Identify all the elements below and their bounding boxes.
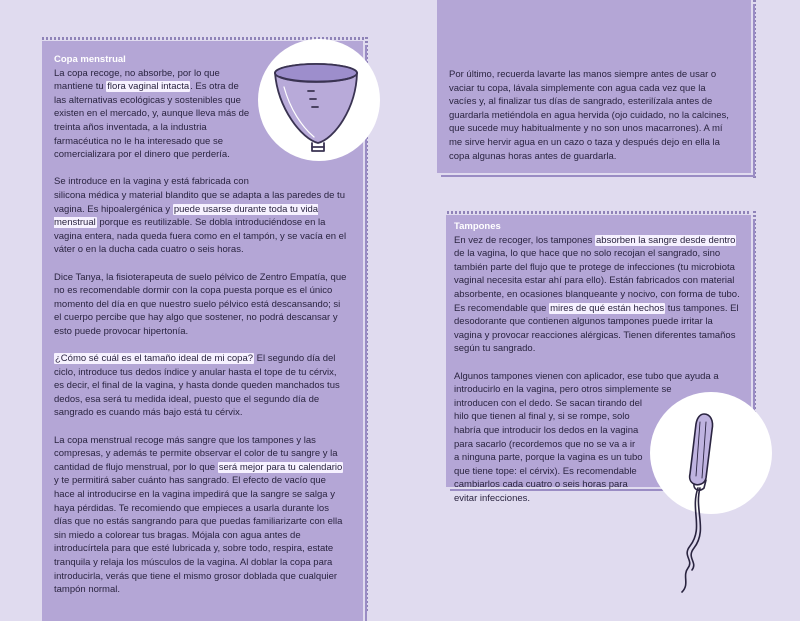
section-heading-copa: Copa menstrual [54,54,126,65]
right-bottom-panel-dashed-border-top [447,211,751,214]
copa-paragraph-1: La copa recoge, no absorbe, por lo que mantiene tu flora vaginal intacta. Es otra de las alternativas ecológicas y sostenibles que existen en el mercado, y, aunque lleva más de treinta años inventada, a la industria farmacéutica no le ha interesado que se comercializara por el dinero que perdería. [54,67,250,161]
tampones-paragraph-1: En vez de recoger, los tampones absorben la sangre desde dentro de la vagina, lo que hace que no solo recojan el sangrado, sino también parte del flujo que te protege de infecciones (tu microbiota vaginal necesita estar ahí para ello). Están fabricados con material absorbente, en ocasiones blanqueante y nocivo, con forma de tubo. Es recomendable que mires de qué están hechos tus tampones. El desodorante que contienen algunos tampones puede irritar la vagina y provocar reacciones alérgicas. Tienen diferentes tamaños según tu sangrado. [454,234,740,355]
tampones-paragraph-2: Algunos tampones vienen con aplicador, ese tubo que ayuda a introducirlo en la vagina, pero otros simplemente se introducen con el dedo. Se sacan tirando del hilo que tienen al final y, si se rompe, solo habría que introducir los dedos en la vagina para sacarlo (recordemos que no se va a ir a ninguna parte, porque la vagina es un tubo que tiene tope: el cérvix). Es recomendable cambiarlos cada cuatro o seis horas para evitar infecciones. [454,370,719,504]
highlight-absorben: absorben la sangre desde dentro [596,234,736,246]
cup-illustration-circle [258,39,380,161]
copa-paragraph-5: La copa menstrual recoge más sangre que los tampones y las compresas, y además te permite observar el color de tu sangre y la cantidad de flujo menstrual, por lo que será mejor para tu calendario y te permitirá saber cuánto has sangrado. El efecto de vacío que hace al introducirse en la vagina impedirá que la sangre se salga y haya pérdidas. Te recomiendo que empieces a usarla durante los días que no estás sangrando para que puedas familiarizarte con ella sin miedo a colorear tus bragas. Mójala con agua antes de introducírtela para que esté lubricada y, sobre todo, respira, estate tranquila y relaja los músculos de la vagina. Al doblar la copa para introducirla, verás que tiene el mismo grosor doblada que cualquier tampón normal. [54,434,343,596]
copa-paragraph-3: Dice Tanya, la fisioterapeuta de suelo pélvico de Zentro Empatía, que no es recomendable dormir con la copa puesta porque es el único momento del día en que nuestro suelo pélvico está descansando; si el cuerpo percibe que hay algo que sostener, no podrá descansar y esto puede provocar hipertonía. [54,271,347,337]
right-top-panel [437,0,751,173]
copa-paragraph-4: ¿Cómo sé cuál es el tamaño ideal de mi copa? El segundo día del ciclo, introduce tus dedos índice y anular hasta el tope de tu cérvix, es decir, el final de la vagina, y hasta donde queden manchados tus dedos, esa será tu medida ideal, puesto que el segundo día de sangrado es cuando más bajo está tu cérvix. [54,353,340,419]
right-top-panel-dashed-border-right [753,0,756,178]
highlight-tamano: ¿Cómo sé cuál es el tamaño ideal de mi copa? [55,353,254,365]
highlight-calendario: será mejor para tu calendario [218,461,343,473]
section-heading-tampones: Tampones [454,221,501,232]
tampon-icon [660,400,740,600]
highlight-vida-menstrual: puede usarse durante toda tu vida menstrual [54,203,319,229]
highlight-flora: flora vaginal intacta [107,81,190,93]
highlight-hechos: mires de qué están hechos [550,302,665,314]
menstrual-cup-icon [258,39,380,161]
copa-paragraph-6: Por último, recuerda lavarte las manos siempre antes de usar o vaciar tu copa, lávala simplemente con agua cada vez que la vacíes y, al finalizar tus días de sangrado, esterilízala antes de guardarla metiéndola en agua hervida (ojo cuidado, no la calcines, que sucede muy habitualmente y no son unos macarrones). A mí me sirve hervir agua en un cazo o taza y después dejo en ella la copa algunas horas antes de guardarla. [449,69,729,162]
copa-paragraph-2: Se introduce en la vagina y está fabricada con silicona médica y material blandito que se adapta a las paredes de tu vagina. Es hipoalergénica y puede usarse durante toda tu vida menstrual porque es reutilizable. Se dobla introduciéndose en la vagina entera, nada queda fuera como en el tampón, y se vacía en el váter o en la ducha cada cuatro o seis horas. [54,176,347,256]
